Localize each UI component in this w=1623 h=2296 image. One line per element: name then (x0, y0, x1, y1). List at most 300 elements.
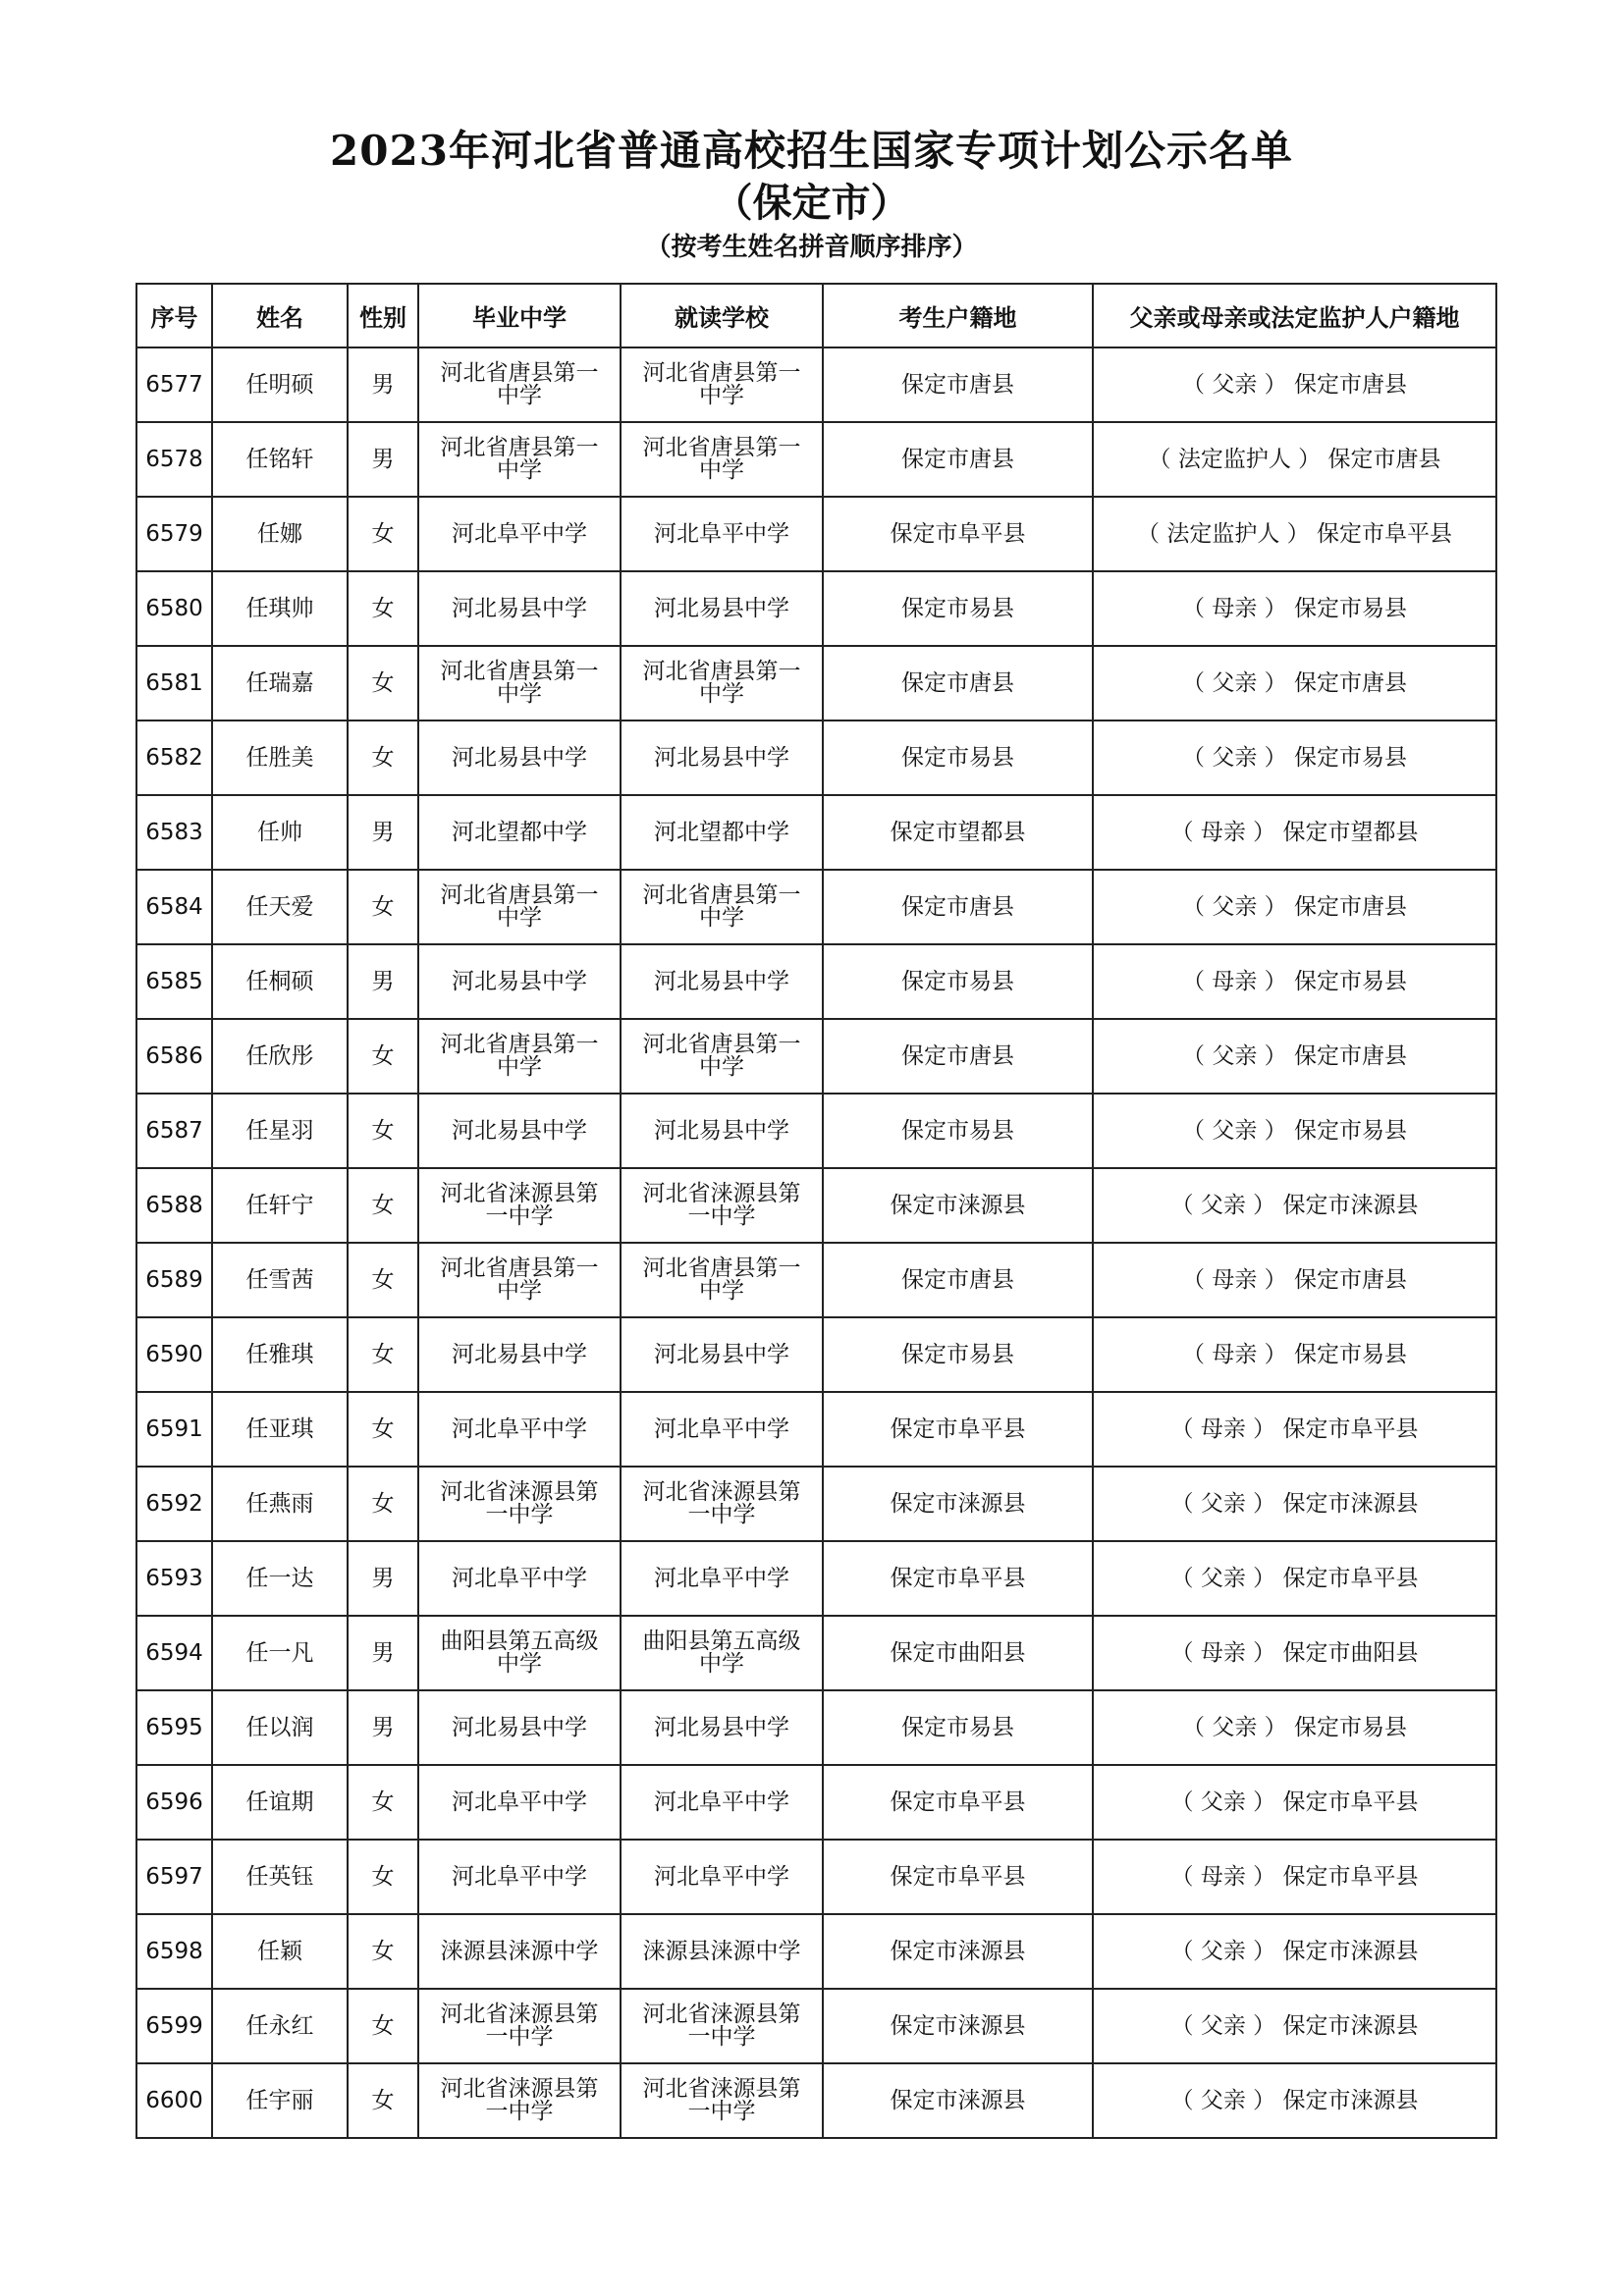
cell-residence (823, 1541, 1093, 1616)
cell-study-school-text: 河北阜平中学 (654, 1789, 789, 1815)
cell-guardian-residence (1093, 2063, 1496, 2138)
cell-seq-text: 6582 (145, 745, 203, 771)
cell-seq-text: 6584 (145, 894, 203, 920)
cell-name (212, 646, 348, 721)
cell-study-school (621, 571, 823, 646)
cell-seq-text: 6598 (145, 1939, 203, 1964)
cell-residence-text: 保定市望都县 (890, 820, 1026, 845)
cell-residence-text: 保定市唐县 (901, 447, 1014, 472)
cell-name (212, 1392, 348, 1467)
cell-gender-text: 女 (371, 1118, 395, 1144)
cell-grad-school (418, 1989, 621, 2063)
cell-residence-text: 保定市涞源县 (890, 2013, 1026, 2039)
cell-residence (823, 497, 1093, 571)
cell-gender (348, 1914, 418, 1989)
cell-seq (136, 1690, 212, 1765)
cell-name (212, 870, 348, 944)
cell-residence-text: 保定市阜平县 (890, 521, 1026, 547)
cell-study-school-text: 河北省涞源县第一中学 (642, 1181, 801, 1229)
cell-study-school-text: 河北省唐县第一中学 (642, 1255, 801, 1304)
cell-gender-text: 男 (371, 372, 395, 398)
cell-guardian-residence-text: （ 母亲 ） 保定市阜平县 (1170, 1416, 1419, 1442)
cell-seq (136, 795, 212, 870)
cell-name-text: 任以润 (245, 1715, 314, 1740)
cell-study-school (621, 1392, 823, 1467)
cell-gender (348, 944, 418, 1019)
cell-name (212, 1989, 348, 2063)
cell-seq (136, 1019, 212, 1094)
cell-grad-school-text: 河北阜平中学 (452, 1789, 587, 1815)
cell-name-text: 任谊期 (245, 1789, 314, 1815)
cell-study-school (621, 795, 823, 870)
cell-residence (823, 870, 1093, 944)
cell-name (212, 721, 348, 795)
cell-study-school (621, 1019, 823, 1094)
sort-note: （按考生姓名拼音顺序排序） (645, 233, 978, 262)
cell-name-text: 任永红 (245, 2013, 314, 2039)
cell-residence (823, 1616, 1093, 1690)
cell-name-text: 任桐硕 (245, 969, 314, 994)
cell-name-text: 任雅琪 (245, 1342, 314, 1367)
cell-residence (823, 795, 1093, 870)
cell-name-text: 任欣彤 (245, 1043, 314, 1069)
cell-study-school (621, 1168, 823, 1243)
cell-study-school-text: 河北易县中学 (654, 1715, 789, 1740)
cell-guardian-residence-text: （ 父亲 ） 保定市涞源县 (1170, 1939, 1419, 1964)
cell-seq-text: 6596 (145, 1789, 203, 1815)
cell-grad-school (418, 1392, 621, 1467)
cell-grad-school-text: 河北省唐县第一中学 (440, 1255, 599, 1304)
cell-study-school (621, 497, 823, 571)
cell-seq-text: 6589 (145, 1267, 203, 1293)
cell-guardian-residence (1093, 1168, 1496, 1243)
table-row (136, 1243, 1496, 1317)
cell-gender-text: 男 (371, 969, 395, 994)
cell-grad-school (418, 870, 621, 944)
table-row (136, 870, 1496, 944)
cell-seq (136, 870, 212, 944)
cell-grad-school (418, 1317, 621, 1392)
cell-residence (823, 646, 1093, 721)
cell-seq-text: 6593 (145, 1566, 203, 1591)
cell-study-school-text: 河北易县中学 (654, 1342, 789, 1367)
cell-seq-text: 6586 (145, 1043, 203, 1069)
cell-guardian-residence-text: （ 父亲 ） 保定市阜平县 (1170, 1789, 1419, 1815)
cell-seq (136, 1243, 212, 1317)
cell-gender-text: 女 (371, 1342, 395, 1367)
cell-grad-school (418, 1243, 621, 1317)
cell-residence-text: 保定市易县 (901, 1342, 1014, 1367)
cell-residence-text: 保定市唐县 (901, 372, 1014, 398)
cell-guardian-residence (1093, 1467, 1496, 1541)
table-row (136, 571, 1496, 646)
cell-guardian-residence (1093, 1989, 1496, 2063)
cell-guardian-residence (1093, 944, 1496, 1019)
cell-guardian-residence-text: （ 父亲 ） 保定市涞源县 (1170, 1193, 1419, 1218)
cell-residence (823, 347, 1093, 422)
table-row (136, 422, 1496, 497)
cell-grad-school (418, 571, 621, 646)
cell-name (212, 1467, 348, 1541)
cell-name (212, 795, 348, 870)
cell-name-text: 任胜美 (245, 745, 314, 771)
table-row (136, 1094, 1496, 1168)
cell-gender-text: 女 (371, 2088, 395, 2113)
column-header-grad-school: 毕业中学 (418, 284, 621, 347)
cell-gender-text: 女 (371, 596, 395, 621)
cell-grad-school (418, 347, 621, 422)
cell-gender-text: 女 (371, 1864, 395, 1890)
cell-gender (348, 1317, 418, 1392)
cell-study-school-text: 河北省唐县第一中学 (642, 360, 801, 408)
cell-grad-school-text: 河北省涞源县第一中学 (440, 2002, 599, 2050)
cell-seq (136, 571, 212, 646)
cell-seq (136, 1094, 212, 1168)
cell-gender (348, 1243, 418, 1317)
cell-name (212, 422, 348, 497)
cell-residence-text: 保定市唐县 (901, 1043, 1014, 1069)
cell-guardian-residence-text: （ 父亲 ） 保定市易县 (1182, 745, 1407, 771)
cell-name-text: 任英钰 (245, 1864, 314, 1890)
cell-name (212, 1243, 348, 1317)
cell-residence (823, 1317, 1093, 1392)
cell-seq (136, 1765, 212, 1840)
cell-gender-text: 男 (371, 820, 395, 845)
cell-name (212, 944, 348, 1019)
cell-guardian-residence (1093, 1243, 1496, 1317)
cell-name-text: 任燕雨 (245, 1491, 314, 1517)
cell-grad-school (418, 422, 621, 497)
cell-grad-school-text: 河北省唐县第一中学 (440, 435, 599, 483)
cell-study-school (621, 1467, 823, 1541)
cell-gender (348, 646, 418, 721)
cell-guardian-residence (1093, 1541, 1496, 1616)
cell-guardian-residence-text: （ 母亲 ） 保定市望都县 (1170, 820, 1419, 845)
cell-residence (823, 1168, 1093, 1243)
roster-body (136, 347, 1496, 2138)
cell-gender-text: 女 (371, 1491, 395, 1517)
cell-grad-school (418, 795, 621, 870)
cell-seq (136, 497, 212, 571)
cell-guardian-residence (1093, 795, 1496, 870)
cell-grad-school-text: 河北阜平中学 (452, 521, 587, 547)
cell-guardian-residence (1093, 1019, 1496, 1094)
column-header-seq: 序号 (136, 284, 212, 347)
cell-seq-text: 6592 (145, 1491, 203, 1517)
cell-guardian-residence (1093, 721, 1496, 795)
cell-grad-school (418, 1467, 621, 1541)
cell-name (212, 1168, 348, 1243)
cell-residence (823, 1765, 1093, 1840)
table-header-row (136, 284, 1496, 347)
table-row (136, 347, 1496, 422)
cell-guardian-residence (1093, 422, 1496, 497)
cell-residence-text: 保定市易县 (901, 969, 1014, 994)
cell-gender-text: 女 (371, 894, 395, 920)
cell-seq-text: 6600 (145, 2088, 203, 2113)
cell-guardian-residence-text: （ 父亲 ） 保定市涞源县 (1170, 2013, 1419, 2039)
cell-gender-text: 女 (371, 1043, 395, 1069)
cell-residence (823, 1690, 1093, 1765)
cell-gender-text: 女 (371, 1193, 395, 1218)
cell-residence (823, 944, 1093, 1019)
cell-seq (136, 1317, 212, 1392)
cell-study-school-text: 河北望都中学 (654, 820, 789, 845)
cell-residence-text: 保定市涞源县 (890, 1193, 1026, 1218)
cell-guardian-residence-text: （ 父亲 ） 保定市易县 (1182, 1715, 1407, 1740)
cell-grad-school-text: 河北易县中学 (452, 969, 587, 994)
cell-gender (348, 1019, 418, 1094)
cell-gender-text: 女 (371, 1939, 395, 1964)
cell-grad-school (418, 1840, 621, 1914)
cell-grad-school (418, 1765, 621, 1840)
cell-seq-text: 6583 (145, 820, 203, 845)
cell-guardian-residence (1093, 1690, 1496, 1765)
cell-seq-text: 6594 (145, 1640, 203, 1666)
cell-guardian-residence (1093, 1765, 1496, 1840)
cell-gender (348, 1392, 418, 1467)
cell-grad-school (418, 944, 621, 1019)
cell-name-text: 任一达 (245, 1566, 314, 1591)
cell-gender (348, 571, 418, 646)
cell-grad-school (418, 497, 621, 571)
cell-grad-school-text: 河北省唐县第一中学 (440, 1032, 599, 1080)
cell-gender (348, 721, 418, 795)
cell-study-school (621, 1243, 823, 1317)
cell-residence-text: 保定市曲阳县 (890, 1640, 1026, 1666)
cell-study-school (621, 1840, 823, 1914)
cell-residence (823, 2063, 1093, 2138)
column-header-residence: 考生户籍地 (823, 284, 1093, 347)
cell-guardian-residence-text: （ 父亲 ） 保定市阜平县 (1170, 1566, 1419, 1591)
cell-residence-text: 保定市涞源县 (890, 2088, 1026, 2113)
cell-grad-school-text: 曲阳县第五高级中学 (440, 1629, 599, 1677)
cell-study-school-text: 河北阜平中学 (654, 1864, 789, 1890)
cell-gender-text: 女 (371, 1789, 395, 1815)
cell-guardian-residence (1093, 1392, 1496, 1467)
cell-name (212, 2063, 348, 2138)
cell-grad-school-text: 河北省唐县第一中学 (440, 882, 599, 931)
cell-seq (136, 1616, 212, 1690)
cell-residence-text: 保定市涞源县 (890, 1491, 1026, 1517)
cell-gender (348, 1765, 418, 1840)
cell-seq-text: 6595 (145, 1715, 203, 1740)
cell-guardian-residence-text: （ 父亲 ） 保定市唐县 (1182, 894, 1407, 920)
cell-grad-school-text: 涞源县涞源中学 (440, 1939, 599, 1964)
cell-guardian-residence-text: （ 父亲 ） 保定市涞源县 (1170, 2088, 1419, 2113)
table-row (136, 795, 1496, 870)
roster-table (135, 283, 1497, 2139)
cell-gender (348, 1616, 418, 1690)
cell-seq (136, 944, 212, 1019)
table-row (136, 1019, 1496, 1094)
cell-name-text: 任铭轩 (245, 447, 314, 472)
table-row (136, 1765, 1496, 1840)
cell-guardian-residence-text: （ 母亲 ） 保定市唐县 (1182, 1267, 1407, 1293)
column-header-gender: 性别 (348, 284, 418, 347)
cell-study-school (621, 1317, 823, 1392)
cell-gender-text: 女 (371, 670, 395, 696)
cell-study-school (621, 1765, 823, 1840)
cell-study-school-text: 河北省唐县第一中学 (642, 435, 801, 483)
cell-name-text: 任一凡 (245, 1640, 314, 1666)
cell-gender (348, 422, 418, 497)
cell-seq-text: 6581 (145, 670, 203, 696)
cell-guardian-residence-text: （ 母亲 ） 保定市易县 (1182, 596, 1407, 621)
cell-residence (823, 721, 1093, 795)
cell-guardian-residence-text: （ 父亲 ） 保定市唐县 (1182, 372, 1407, 398)
cell-guardian-residence (1093, 1914, 1496, 1989)
cell-study-school-text: 河北易县中学 (654, 745, 789, 771)
cell-study-school-text: 河北省唐县第一中学 (642, 1032, 801, 1080)
cell-name (212, 1541, 348, 1616)
cell-guardian-residence (1093, 1616, 1496, 1690)
cell-study-school (621, 646, 823, 721)
cell-name (212, 1317, 348, 1392)
cell-name (212, 1616, 348, 1690)
cell-grad-school (418, 2063, 621, 2138)
cell-residence (823, 1243, 1093, 1317)
cell-guardian-residence-text: （ 法定监护人 ） 保定市阜平县 (1137, 521, 1452, 547)
cell-residence (823, 571, 1093, 646)
cell-seq-text: 6580 (145, 596, 203, 621)
cell-seq-text: 6591 (145, 1416, 203, 1442)
cell-name-text: 任轩宁 (245, 1193, 314, 1218)
cell-gender-text: 女 (371, 1416, 395, 1442)
cell-residence (823, 1094, 1093, 1168)
cell-guardian-residence (1093, 646, 1496, 721)
cell-gender-text: 女 (371, 1267, 395, 1293)
cell-guardian-residence-text: （ 母亲 ） 保定市易县 (1182, 969, 1407, 994)
cell-name (212, 1094, 348, 1168)
cell-grad-school-text: 河北易县中学 (452, 1118, 587, 1144)
cell-grad-school-text: 河北易县中学 (452, 596, 587, 621)
cell-gender (348, 1989, 418, 2063)
cell-name (212, 1914, 348, 1989)
table-row (136, 1840, 1496, 1914)
cell-study-school-text: 河北省唐县第一中学 (642, 659, 801, 707)
cell-seq-text: 6579 (145, 521, 203, 547)
cell-seq (136, 721, 212, 795)
table-row (136, 721, 1496, 795)
cell-grad-school-text: 河北易县中学 (452, 1342, 587, 1367)
cell-residence-text: 保定市易县 (901, 1118, 1014, 1144)
cell-study-school (621, 721, 823, 795)
cell-study-school (621, 1989, 823, 2063)
cell-gender (348, 870, 418, 944)
cell-grad-school (418, 1541, 621, 1616)
cell-residence-text: 保定市唐县 (901, 894, 1014, 920)
cell-name-text: 任明硕 (245, 372, 314, 398)
cell-gender-text: 男 (371, 1566, 395, 1591)
page-title: 2023年河北省普通高校招生国家专项计划公示名单 (330, 127, 1293, 175)
cell-guardian-residence (1093, 870, 1496, 944)
cell-name (212, 571, 348, 646)
cell-residence-text: 保定市阜平县 (890, 1566, 1026, 1591)
cell-residence-text: 保定市阜平县 (890, 1864, 1026, 1890)
cell-seq-text: 6590 (145, 1342, 203, 1367)
cell-guardian-residence-text: （ 父亲 ） 保定市唐县 (1182, 670, 1407, 696)
cell-study-school (621, 2063, 823, 2138)
cell-gender (348, 347, 418, 422)
cell-grad-school (418, 1168, 621, 1243)
cell-grad-school-text: 河北望都中学 (452, 820, 587, 845)
cell-guardian-residence-text: （ 父亲 ） 保定市易县 (1182, 1118, 1407, 1144)
cell-name (212, 497, 348, 571)
column-header-guardian-residence: 父亲或母亲或法定监护人户籍地 (1093, 284, 1496, 347)
cell-guardian-residence (1093, 497, 1496, 571)
column-header-name: 姓名 (212, 284, 348, 347)
cell-guardian-residence-text: （ 法定监护人 ） 保定市唐县 (1148, 447, 1441, 472)
cell-name (212, 1765, 348, 1840)
table-row (136, 1616, 1496, 1690)
cell-study-school-text: 曲阳县第五高级中学 (642, 1629, 801, 1677)
cell-residence-text: 保定市唐县 (901, 670, 1014, 696)
cell-residence-text: 保定市唐县 (901, 1267, 1014, 1293)
cell-name (212, 1690, 348, 1765)
cell-grad-school-text: 河北易县中学 (452, 1715, 587, 1740)
cell-guardian-residence (1093, 1840, 1496, 1914)
table-row (136, 497, 1496, 571)
cell-grad-school (418, 1914, 621, 1989)
cell-gender (348, 1840, 418, 1914)
cell-seq (136, 347, 212, 422)
cell-study-school (621, 1690, 823, 1765)
cell-study-school (621, 422, 823, 497)
cell-guardian-residence-text: （ 母亲 ） 保定市曲阳县 (1170, 1640, 1419, 1666)
cell-gender-text: 男 (371, 1640, 395, 1666)
cell-gender-text: 女 (371, 2013, 395, 2039)
cell-name (212, 347, 348, 422)
cell-seq-text: 6587 (145, 1118, 203, 1144)
cell-residence (823, 1019, 1093, 1094)
cell-study-school-text: 河北阜平中学 (654, 521, 789, 547)
cell-study-school (621, 1094, 823, 1168)
cell-gender (348, 1168, 418, 1243)
cell-seq (136, 1914, 212, 1989)
cell-residence (823, 1467, 1093, 1541)
table-row (136, 1914, 1496, 1989)
cell-guardian-residence-text: （ 父亲 ） 保定市唐县 (1182, 1043, 1407, 1069)
cell-grad-school-text: 河北省涞源县第一中学 (440, 1181, 599, 1229)
table-row (136, 1989, 1496, 2063)
cell-study-school-text: 河北阜平中学 (654, 1566, 789, 1591)
table-row (136, 944, 1496, 1019)
cell-study-school-text: 河北省涞源县第一中学 (642, 2076, 801, 2124)
cell-seq-text: 6599 (145, 2013, 203, 2039)
cell-grad-school-text: 河北阜平中学 (452, 1864, 587, 1890)
cell-guardian-residence (1093, 1094, 1496, 1168)
table-row (136, 1467, 1496, 1541)
cell-grad-school (418, 721, 621, 795)
cell-residence-text: 保定市阜平县 (890, 1789, 1026, 1815)
cell-study-school-text: 河北易县中学 (654, 1118, 789, 1144)
cell-grad-school (418, 1616, 621, 1690)
cell-study-school (621, 944, 823, 1019)
cell-seq (136, 422, 212, 497)
cell-seq-text: 6597 (145, 1864, 203, 1890)
cell-residence-text: 保定市涞源县 (890, 1939, 1026, 1964)
cell-gender-text: 男 (371, 447, 395, 472)
cell-name-text: 任瑞嘉 (245, 670, 314, 696)
cell-seq-text: 6578 (145, 447, 203, 472)
column-header-study-school: 就读学校 (621, 284, 823, 347)
cell-grad-school-text: 河北易县中学 (452, 745, 587, 771)
cell-gender-text: 女 (371, 521, 395, 547)
cell-seq-text: 6588 (145, 1193, 203, 1218)
cell-residence (823, 1914, 1093, 1989)
cell-seq (136, 646, 212, 721)
